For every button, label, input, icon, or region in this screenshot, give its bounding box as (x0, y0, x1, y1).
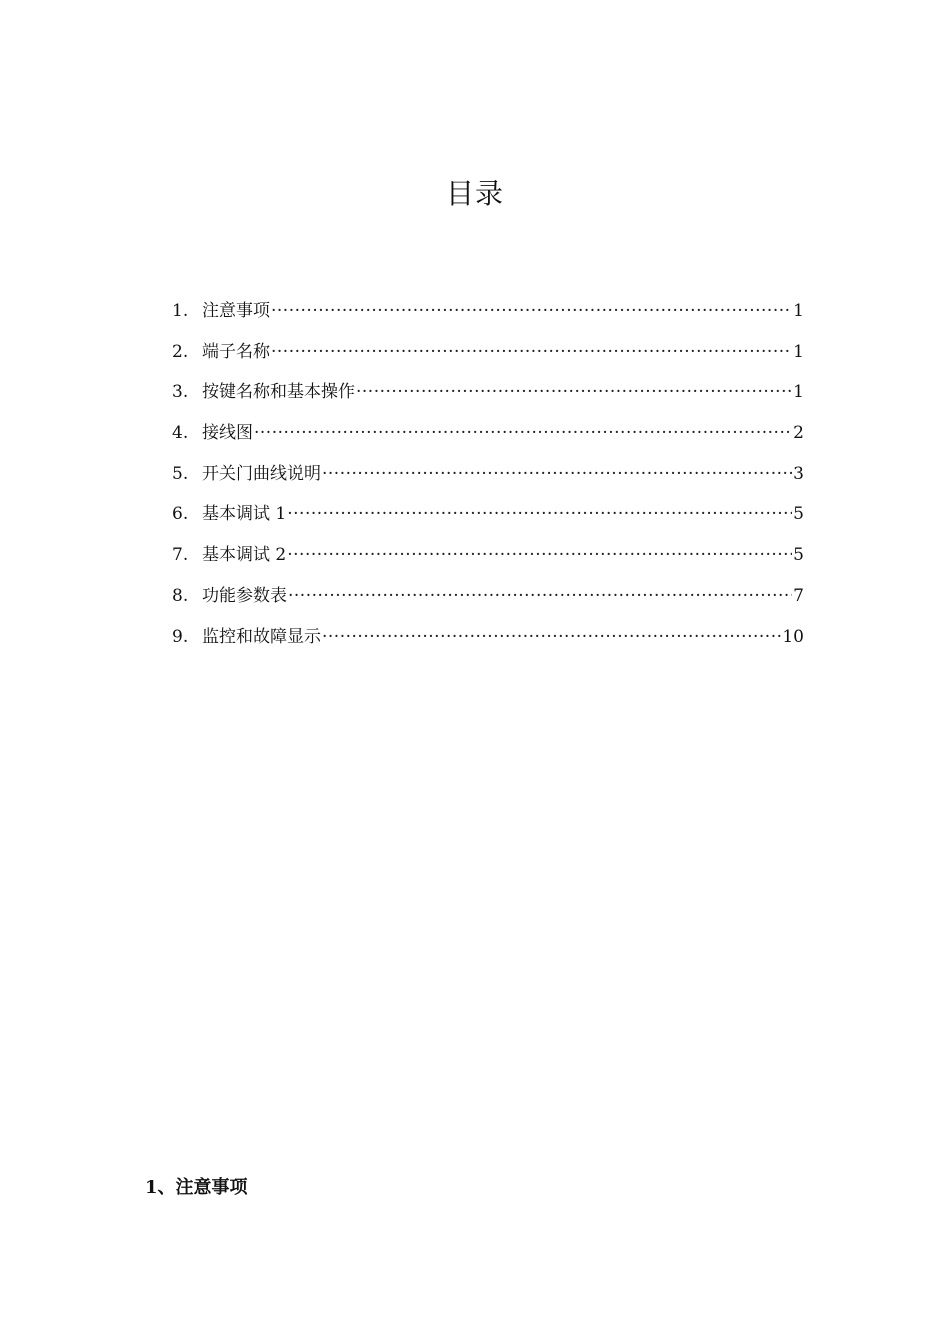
toc-item-number: 2. (172, 341, 189, 362)
toc-item[interactable] (172, 296, 804, 337)
toc-dot-leader (322, 464, 792, 484)
toc-item-label: 开关门曲线说明 (202, 463, 321, 484)
toc-item-label: 注意事项 (202, 301, 270, 321)
toc-item-label: 功能参数表 (202, 585, 287, 606)
toc-title: 目录 (445, 177, 504, 210)
toc-dot-leader (271, 301, 792, 321)
toc-item-number: 9. (172, 626, 189, 647)
toc-item-page: 1 (793, 301, 804, 321)
toc-item[interactable] (172, 499, 804, 540)
toc-list (172, 296, 804, 662)
toc-item-label: 基本调试 1 (202, 504, 287, 525)
toc-dot-leader (271, 342, 792, 362)
toc-item-page: 3 (793, 463, 804, 484)
toc-item[interactable] (172, 418, 804, 459)
toc-item-number: 1. (172, 301, 189, 321)
toc-item-number: 5. (172, 463, 189, 484)
toc-dot-leader (322, 627, 781, 647)
toc-item[interactable] (172, 581, 804, 622)
toc-item[interactable] (172, 377, 804, 418)
toc-dot-leader (287, 504, 792, 524)
toc-item-page: 10 (782, 626, 804, 647)
toc-item-label: 端子名称 (202, 341, 270, 362)
toc-item[interactable] (172, 540, 804, 581)
toc-dot-leader (288, 586, 792, 606)
toc-dot-leader (254, 423, 792, 443)
toc-item-number: 3. (172, 382, 189, 403)
toc-item-label: 接线图 (202, 423, 253, 444)
toc-item-label: 按键名称和基本操作 (202, 382, 355, 403)
section-heading: 1、注意事项 (145, 1177, 248, 1198)
toc-item-label: 基本调试 2 (202, 545, 287, 566)
toc-item-page: 5 (793, 504, 804, 525)
toc-item-number: 8. (172, 585, 189, 606)
toc-item[interactable] (172, 622, 804, 663)
toc-item-page: 1 (793, 382, 804, 403)
toc-item-label: 监控和故障显示 (202, 626, 321, 647)
toc-item-page: 2 (793, 423, 804, 444)
toc-item-number: 6. (172, 504, 189, 525)
toc-item-page: 1 (793, 341, 804, 362)
toc-item[interactable] (172, 459, 804, 500)
toc-item-page: 7 (793, 585, 804, 606)
toc-item-number: 7. (172, 545, 189, 566)
toc-item[interactable] (172, 337, 804, 378)
toc-dot-leader (287, 545, 792, 565)
toc-dot-leader (356, 382, 792, 402)
toc-item-page: 5 (793, 545, 804, 566)
toc-item-number: 4. (172, 423, 189, 444)
